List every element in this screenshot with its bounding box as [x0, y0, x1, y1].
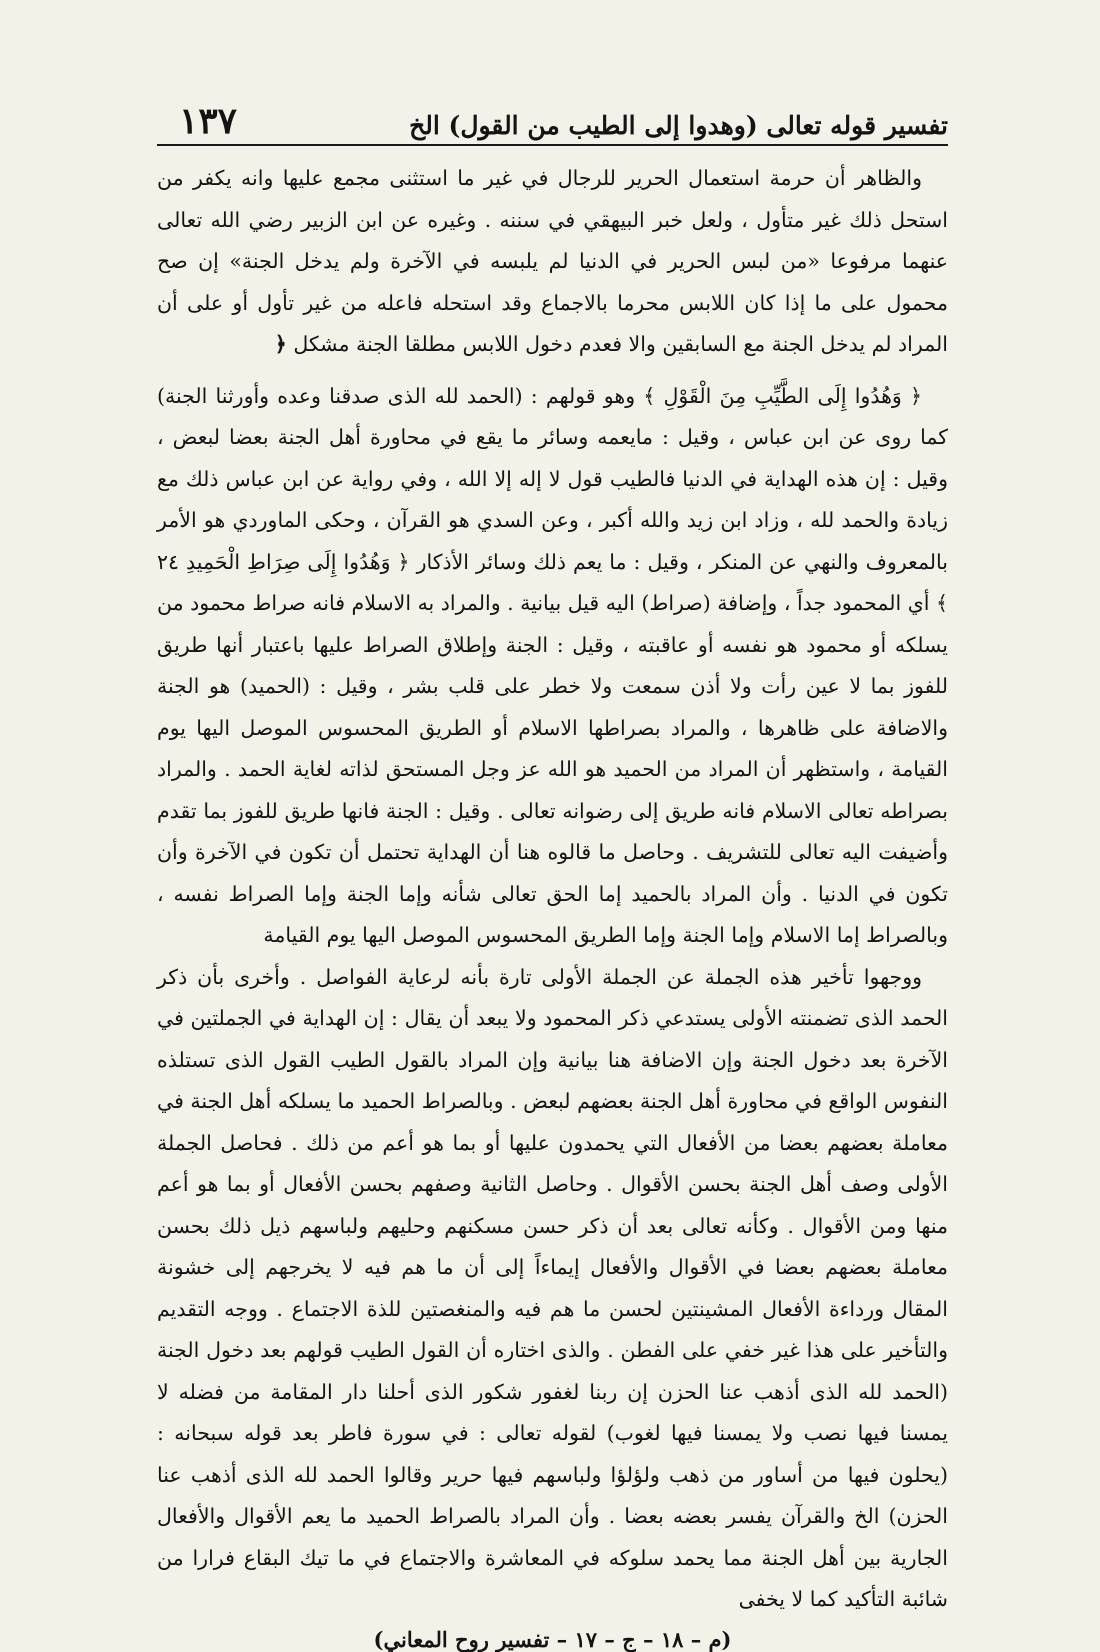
page-number: ١٣٧ [179, 100, 238, 142]
section-end-mark: ﴿ [274, 332, 287, 356]
paragraph: ووجهوا تأخير هذه الجملة عن الجملة الأولى تارة بأنه لرعاية الفواصل . وأخرى بأن ذكر الحمد الذى تضمنته الأولى يستدعي ذكر المحمود ولا يبعد أن يقال : إن الهداية في الجملتين في الآخرة بعد دخول الجنة وإن الاضافة هنا بيانية وإن المراد بالقول الطيب القول الذى تستلذه النفوس الواقع في محاورة أهل الجنة بعضهم لبعض . وبالصراط الحميد ما يسلكه أهل الجنة في معاملة بعضهم بعضا من الأفعال التي يحمدون عليها أو بما هو أعم من ذلك . فحاصل الجملة الأولى وصف أهل الجنة بحسن الأقوال . وحاصل الثانية وصفهم بحسن الأفعال أو بما هو أعم منها ومن الأقوال . وكأنه تعالى بعد أن ذكر حسن مسكنهم وحليهم ولباسهم ذيل ذلك بحسن معاملة بعضهم بعضا في الأقوال والأفعال إيماءاً إلى أن ما هم فيه لا يخرجهم إلى خشونة المقال ورداءة الأفعال المشينتين لحسن ما هم فيه والمنغصتين للذة الاجتماع . ووجه التقديم والتأخير على هذا غير خفي على الفطن . والذى اختاره أن القول الطيب قولهم بعد دخول الجنة (الحمد لله الذى أذهب عنا الحزن إن ربنا لغفور شكور الذى أحلنا دار المقامة من فضله لا يمسنا فيها نصب ولا يمسنا فيها لغوب) لقوله تعالى : في سورة فاطر بعد قوله سبحانه : (يحلون فيها من أساور من ذهب ولؤلؤا ولباسهم فيها حرير وقالوا الحمد لله الذى أذهب عنا الحزن) الخ والقرآن يفسر بعضه بعضا . وأن المراد بالصراط الحميد ما يعم الأقوال والأفعال الجارية بين أهل الجنة مما يحمد سلوكه في المعاشرة والاجتماع في ما تيك البقاع فرارا من شائبة التأكيد كما لا يخفى [157, 964, 948, 1611]
page-body [157, 158, 948, 1621]
running-title: تفسير قوله تعالى (وهدوا إلى الطيب من القول) الخ [409, 111, 948, 140]
paragraph: ﴿ وَهُدُوا إِلَى الطَّيِّبِ مِنَ الْقَوْلِ ﴾ وهو قولهم : (الحمد لله الذى صدقنا وعده وأورثنا الجنة) كما روى عن ابن عباس ، وقيل : مايعمه وسائر ما يقع في محاورة أهل الجنة بعضا لبعض ، وقيل : إن هذه الهداية في الدنيا فالطيب قول لا إله إلا الله ، وفي رواية عن ابن عباس ذلك مع زيادة والحمد لله ، وزاد ابن زيد والله أكبر ، وعن السدي هو القرآن ، وحكى الماوردي هو الأمر بالمعروف والنهي عن المنكر ، وقيل : ما يعم ذلك وسائر الأذكار ﴿ وَهُدُوا إِلَى صِرَاطِ الْحَمِيدِ ٢٤ ﴾ أي المحمود جداً ، وإضافة (صراط) اليه قيل بيانية . والمراد به الاسلام فانه صراط محمود من يسلكه أو محمود هو نفسه أو عاقبته ، وقيل : الجنة وإطلاق الصراط عليها باعتبار أنها طريق للفوز بما لا عين رأت ولا أذن سمعت ولا خطر على قلب بشر ، وقيل : (الحميد) هو الجنة والاضافة على ظاهرها ، والمراد بصراطها الاسلام أو الطريق المحسوس الموصل اليها يوم القيامة ، واستظهر أن المراد من الحميد هو الله عز وجل المستحق لذاته لغاية الحمد . والمراد بصراطه تعالى الاسلام فانه طريق إلى رضوانه تعالى . وقيل : الجنة فانها طريق للفوز بما تقدم وأضيفت اليه تعالى للتشريف . وحاصل ما قالوه هنا أن الهداية تحتمل أن تكون في الآخرة وأن تكون في الدنيا . وأن المراد بالحميد إما الحق تعالى شأنه وإما الجنة وإما الصراط نفسه ، وبالصراط إما الاسلام وإما الجنة وإما الطريق المحسوس الموصل اليها يوم القيامة [157, 383, 948, 947]
paragraph [157, 158, 948, 366]
page-header [157, 96, 948, 146]
paragraph-text: والظاهر أن حرمة استعمال الحرير للرجال في غير ما استثنى مجمع عليها وانه يكفر من استحل ذلك غير متأول ، ولعل خبر البيهقي في سننه . وغيره عن ابن الزبير رضي الله تعالى عنهما مرفوعا «من لبس الحرير في الدنيا لم يلبسه في الآخرة ولم يدخل الجنة» إن صح محمول على ما إذا كان اللابس محرما بالاجماع وقد استحله فاعله من غير تأول أو على أن المراد لم يدخل الجنة مع السابقين والا فعدم دخول اللابس مطلقا الجنة مشكل [157, 166, 948, 356]
page-signature: (م – ١٨ – ج – ١٧ – تفسير روح المعاني) [373, 1626, 732, 1652]
